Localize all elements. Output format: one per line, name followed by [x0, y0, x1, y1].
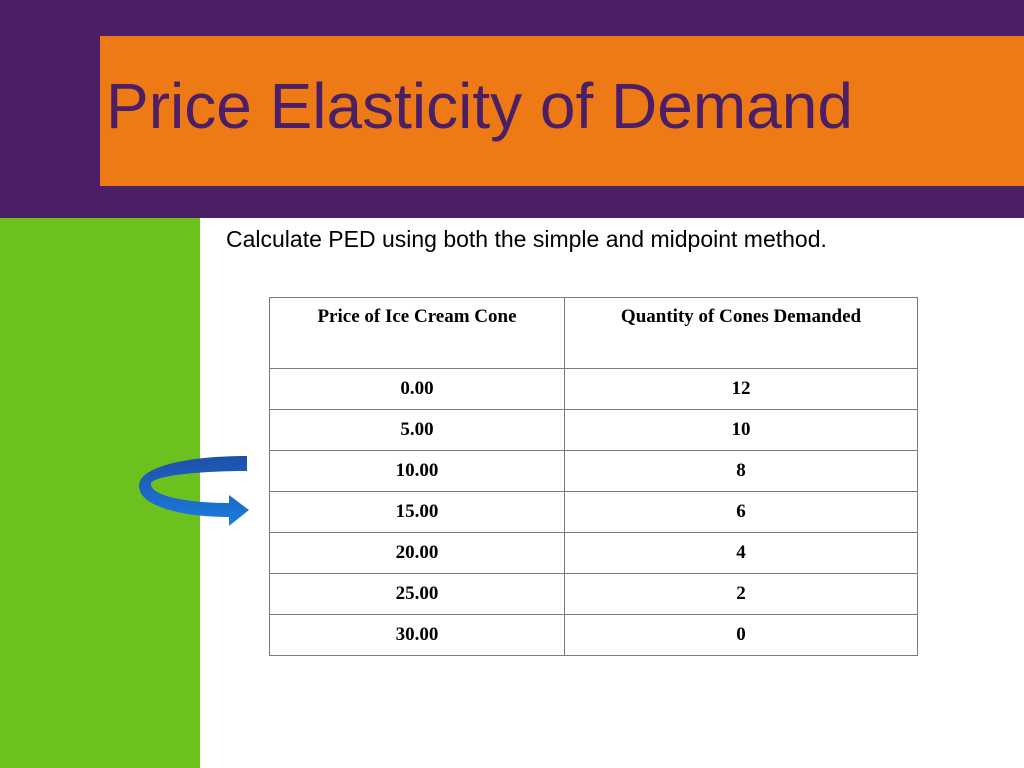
price-cell: 15.00: [270, 492, 565, 533]
quantity-cell: 10: [565, 410, 918, 451]
quantity-cell: 2: [565, 574, 918, 615]
price-cell: 25.00: [270, 574, 565, 615]
table-row: [270, 615, 918, 656]
price-cell: 5.00: [270, 410, 565, 451]
table-header-row: [270, 298, 918, 369]
quantity-cell: 0: [565, 615, 918, 656]
table-row: [270, 451, 918, 492]
quantity-column-header: Quantity of Cones Demanded: [565, 298, 918, 369]
table-row: [270, 369, 918, 410]
table-row: [270, 492, 918, 533]
price-cell: 20.00: [270, 533, 565, 574]
price-cell: 30.00: [270, 615, 565, 656]
price-column-header: Price of Ice Cream Cone: [270, 298, 565, 369]
table-row: [270, 533, 918, 574]
quantity-cell: 6: [565, 492, 918, 533]
title-box: [100, 36, 1024, 186]
quantity-cell: 12: [565, 369, 918, 410]
slide-title: Price Elasticity of Demand: [106, 70, 853, 142]
quantity-cell: 4: [565, 533, 918, 574]
price-cell: 10.00: [270, 451, 565, 492]
price-cell: 0.00: [270, 369, 565, 410]
price-quantity-table: [269, 297, 918, 656]
slide-subtitle: Calculate PED using both the simple and midpoint method.: [226, 226, 827, 252]
table-row: [270, 410, 918, 451]
quantity-cell: 8: [565, 451, 918, 492]
curved-arrow-icon: [137, 452, 249, 530]
table-row: [270, 574, 918, 615]
